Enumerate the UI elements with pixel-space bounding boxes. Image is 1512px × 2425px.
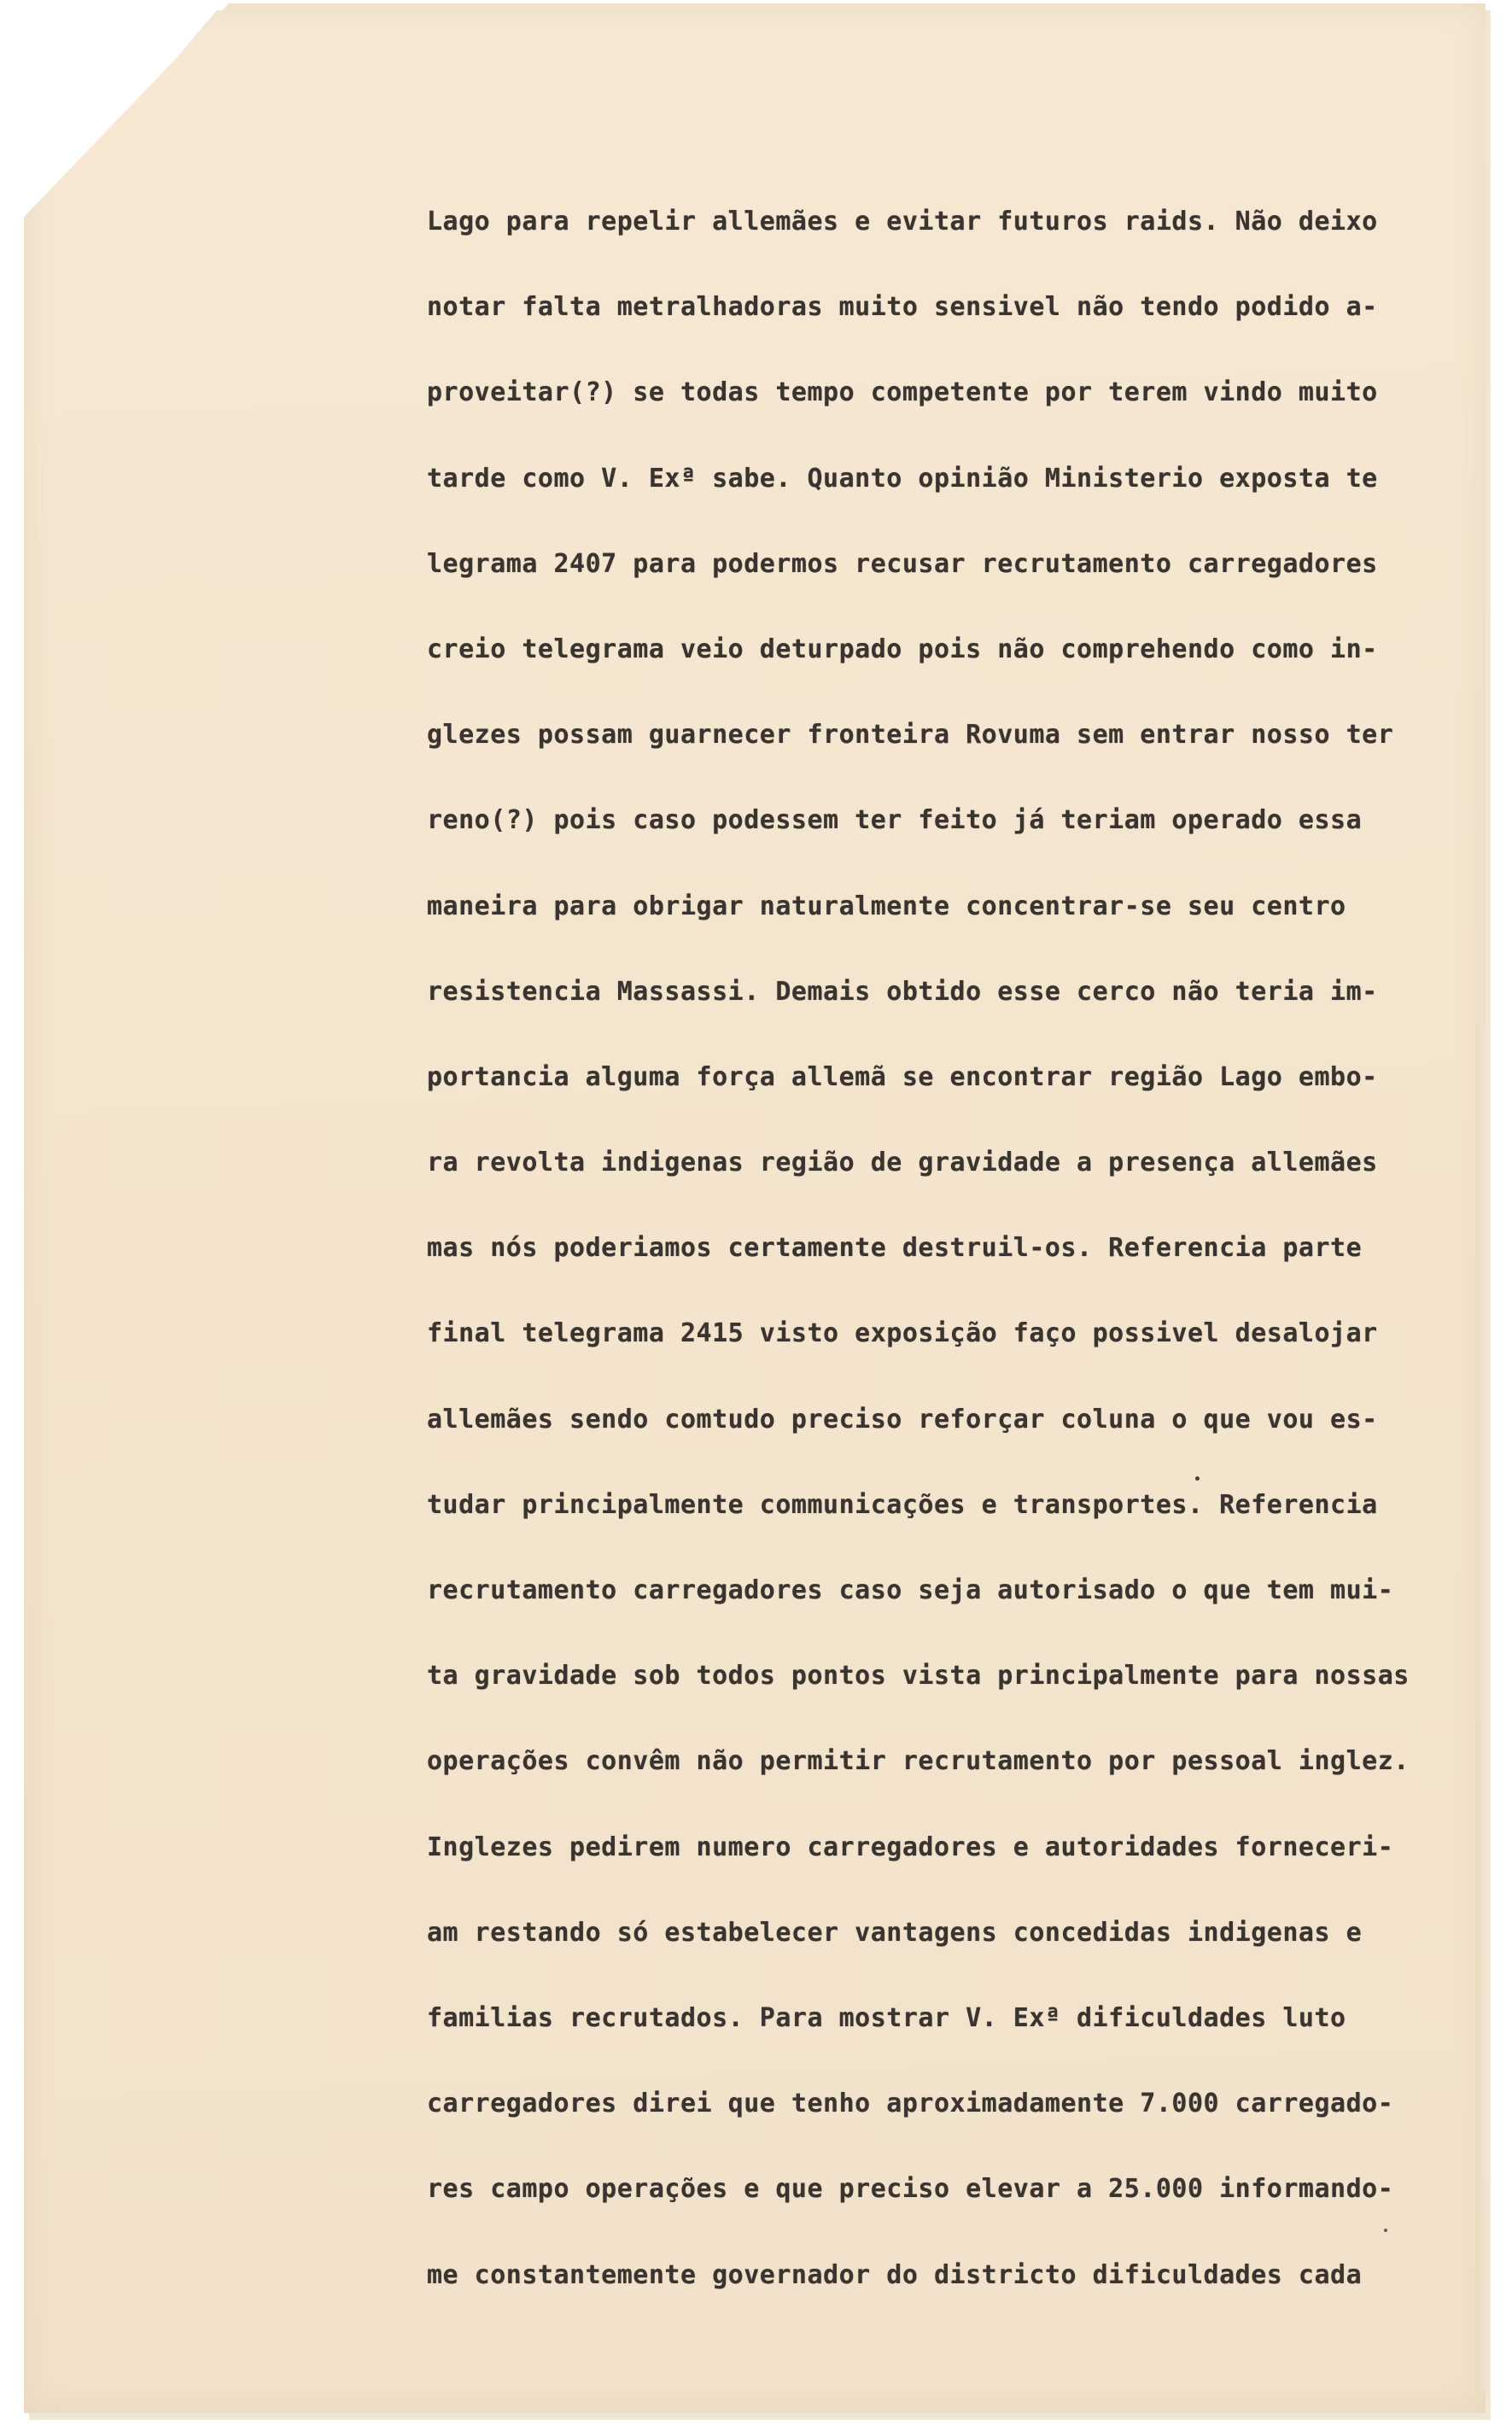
text-line: proveitar(?) se todas tempo competente por terem vindo muito (427, 377, 1378, 408)
text-line: glezes possam guarnecer fronteira Rovuma sem entrar nosso ter (427, 720, 1394, 751)
text-line: mas nós poderiamos certamente destruil-os. Referencia parte (427, 1233, 1363, 1264)
text-line: Inglezes pedirem numero carregadores e autoridades forneceri- (427, 1832, 1394, 1862)
text-line: allemães sendo comtudo preciso reforçar coluna o que vou es- (427, 1404, 1378, 1435)
ink-dot (1195, 1476, 1200, 1481)
text-line: recrutamento carregadores caso seja autorisado o que tem mui- (427, 1575, 1394, 1605)
text-line: tarde como V. Exª sabe. Quanto opinião Ministerio exposta te (427, 463, 1378, 494)
text-line: ta gravidade sob todos pontos vista principalmente para nossas (427, 1661, 1410, 1692)
text-line: ra revolta indigenas região de gravidade a presença allemães (427, 1148, 1378, 1178)
text-line: reno(?) pois caso podessem ter feito já teriam operado essa (427, 805, 1363, 836)
text-line: operações convêm não permitir recrutamento por pessoal inglez. (427, 1746, 1410, 1777)
ink-dot (1384, 2229, 1387, 2232)
text-line: resistencia Massassi. Demais obtido esse cerco não teria im- (427, 976, 1378, 1007)
text-line: final telegrama 2415 visto exposição faço possivel desalojar (427, 1318, 1378, 1349)
text-line: tudar principalmente communicações e transportes. Referencia (427, 1489, 1378, 1520)
text-line: carregadores direi que tenho aproximadamente 7.000 carregado- (427, 2089, 1394, 2119)
text-line: legrama 2407 para podermos recusar recrutamento carregadores (427, 548, 1378, 579)
text-line: am restando só estabelecer vantagens concedidas indigenas e (427, 1917, 1363, 1948)
text-line: me constantemente governador do districto dificuldades cada (427, 2259, 1363, 2290)
text-line: Lago para repelir allemães e evitar futuros raids. Não deixo (427, 207, 1378, 237)
typed-body-text (427, 195, 1490, 2334)
text-line: notar falta metralhadoras muito sensivel não tendo podido a- (427, 292, 1378, 323)
text-line: maneira para obrigar naturalmente concentrar-se seu centro (427, 891, 1346, 921)
text-line: creio telegrama veio deturpado pois não comprehendo como in- (427, 634, 1378, 664)
text-line: res campo operações e que preciso elevar a 25.000 informando- (427, 2174, 1394, 2205)
text-line: familias recrutados. Para mostrar V. Exª dificuldades luto (427, 2002, 1346, 2033)
text-line: portancia alguma força allemã se encontrar região Lago embo- (427, 1061, 1378, 1092)
